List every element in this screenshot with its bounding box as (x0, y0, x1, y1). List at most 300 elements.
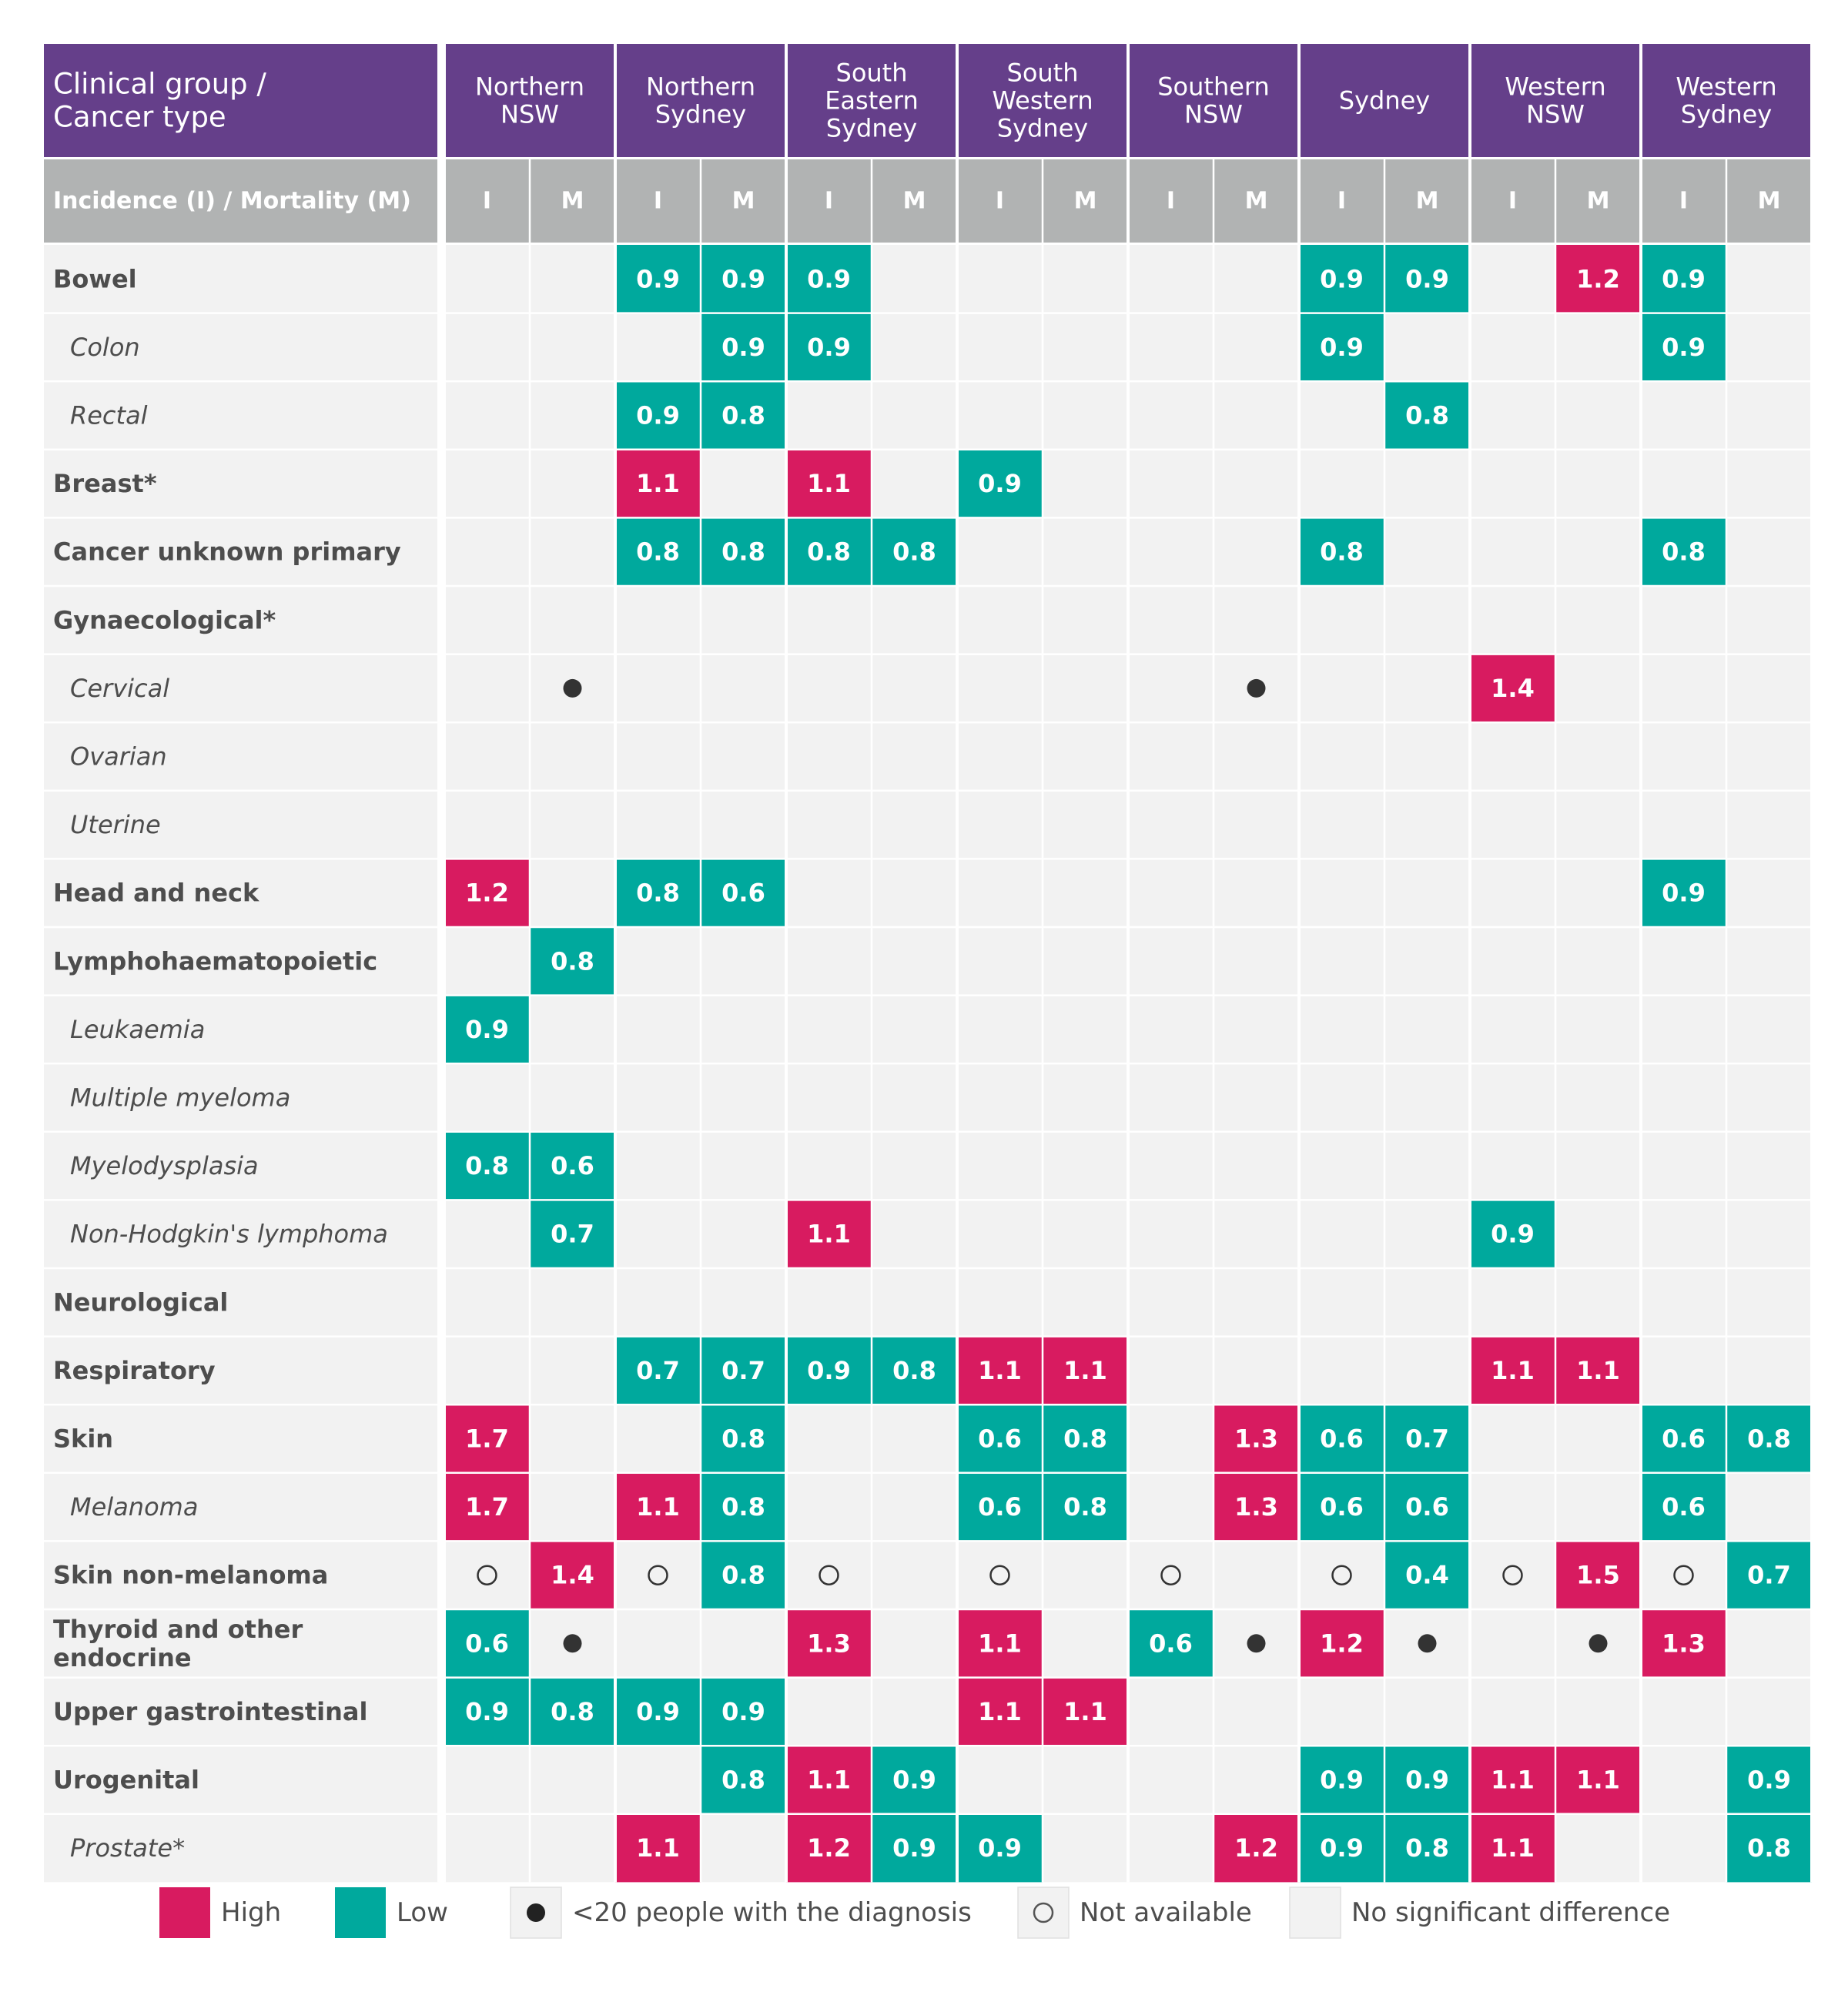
measure-header-label: M (1757, 187, 1781, 215)
cell-value: 0.6 (1149, 1629, 1193, 1659)
data-cell (1641, 654, 1726, 723)
cell-value: 0.8 (1063, 1424, 1107, 1454)
cell-value: 0.8 (1063, 1492, 1107, 1522)
data-cell (1299, 1200, 1384, 1268)
data-cell (530, 1473, 615, 1542)
data-cell (1641, 1541, 1726, 1609)
cell-value: 0.4 (1405, 1560, 1449, 1590)
data-cell (444, 1337, 530, 1405)
data-cell (1726, 1200, 1812, 1268)
data-cell (1641, 1678, 1726, 1746)
row-label: Skin (53, 1424, 114, 1454)
cell-value: 1.1 (636, 1492, 680, 1522)
cell-value: 1.1 (1491, 1355, 1535, 1385)
cell-value: 0.9 (1662, 878, 1706, 908)
cell-value: 1.2 (465, 878, 509, 908)
cell-value: 0.8 (721, 537, 765, 567)
data-cell (1726, 722, 1812, 791)
data-cell (1128, 450, 1214, 518)
data-cell (615, 1746, 701, 1814)
data-cell (530, 1746, 615, 1814)
cell-value: 0.8 (721, 1424, 765, 1454)
data-cell (615, 313, 701, 382)
measure-header-label: M (1244, 187, 1268, 215)
data-cell (1641, 586, 1726, 654)
cell-value: 0.9 (978, 1833, 1022, 1863)
data-cell (1384, 1337, 1470, 1405)
data-cell (786, 1268, 872, 1337)
cell-value: 0.8 (1662, 537, 1706, 567)
data-cell (1726, 245, 1812, 313)
data-cell (701, 1132, 786, 1200)
data-cell (957, 245, 1043, 313)
small-count-dot-icon (1418, 1634, 1437, 1652)
cell-value: 0.9 (1405, 264, 1449, 294)
data-cell (1214, 1200, 1299, 1268)
data-cell (1641, 1063, 1726, 1132)
cell-value: 0.9 (636, 264, 680, 294)
data-cell (1555, 517, 1641, 586)
data-cell (1214, 1268, 1299, 1337)
data-cell (444, 1200, 530, 1268)
cell-value: 0.8 (1747, 1833, 1791, 1863)
data-cell (786, 791, 872, 859)
data-cell (1555, 381, 1641, 450)
data-cell (1726, 517, 1812, 586)
measure-header-label: M (1415, 187, 1439, 215)
cell-value: 1.1 (636, 469, 680, 499)
data-cell (1470, 1063, 1555, 1132)
data-cell (1043, 450, 1128, 518)
data-cell (872, 586, 957, 654)
data-cell (1641, 381, 1726, 450)
region-header-label: Sydney (1338, 85, 1431, 116)
data-cell (1726, 1678, 1812, 1746)
data-cell (1384, 1200, 1470, 1268)
data-cell (1470, 1678, 1555, 1746)
data-cell (615, 1541, 701, 1609)
data-cell (1299, 1132, 1384, 1200)
data-cell (1641, 1200, 1726, 1268)
data-cell (1555, 791, 1641, 859)
data-cell (1555, 996, 1641, 1064)
cell-value: 1.1 (636, 1833, 680, 1863)
data-cell (444, 654, 530, 723)
data-cell (872, 1063, 957, 1132)
data-cell (1384, 722, 1470, 791)
data-cell (530, 1404, 615, 1473)
data-cell (1299, 1063, 1384, 1132)
data-cell (1555, 1473, 1641, 1542)
data-cell (872, 1609, 957, 1678)
data-cell (1470, 996, 1555, 1064)
cell-value: 0.9 (1662, 264, 1706, 294)
data-cell (1641, 927, 1726, 996)
cell-value: 0.8 (636, 537, 680, 567)
cell-value: 0.6 (1662, 1492, 1706, 1522)
data-cell (786, 1132, 872, 1200)
data-cell (1128, 927, 1214, 996)
data-cell (1214, 517, 1299, 586)
data-cell (1384, 1063, 1470, 1132)
data-cell (1384, 586, 1470, 654)
cell-value: 0.8 (636, 878, 680, 908)
data-cell (530, 381, 615, 450)
data-cell (1470, 586, 1555, 654)
data-cell (1043, 586, 1128, 654)
cell-value: 0.9 (807, 1355, 851, 1385)
data-cell (615, 927, 701, 996)
data-cell (444, 586, 530, 654)
data-cell (1726, 450, 1812, 518)
data-cell (1555, 586, 1641, 654)
small-count-dot-icon (564, 679, 582, 698)
data-cell (1555, 1814, 1641, 1883)
cell-value: 0.8 (465, 1151, 509, 1181)
legend-swatch-none (1290, 1887, 1341, 1938)
data-cell (1555, 1268, 1641, 1337)
data-cell (1470, 450, 1555, 518)
legend-swatch-low (335, 1887, 386, 1938)
data-cell (786, 381, 872, 450)
data-cell (615, 654, 701, 723)
data-cell (957, 927, 1043, 996)
cell-value: 0.8 (892, 1355, 936, 1385)
cell-value: 0.9 (636, 1696, 680, 1726)
data-cell (1641, 1268, 1726, 1337)
data-cell (1384, 1132, 1470, 1200)
data-cell (615, 1132, 701, 1200)
data-cell (615, 1268, 701, 1337)
cell-value: 0.9 (721, 332, 765, 362)
data-cell (1128, 1404, 1214, 1473)
data-cell (1299, 654, 1384, 723)
data-cell (1384, 996, 1470, 1064)
data-cell (1043, 1200, 1128, 1268)
cell-value: 0.7 (551, 1219, 594, 1249)
data-cell (444, 313, 530, 382)
data-cell (957, 654, 1043, 723)
data-cell (1128, 381, 1214, 450)
measure-header-label: M (902, 187, 926, 215)
data-cell (615, 1609, 701, 1678)
data-cell (1384, 791, 1470, 859)
data-cell (957, 1132, 1043, 1200)
cell-value: 1.1 (1576, 1765, 1620, 1795)
data-cell (1299, 381, 1384, 450)
cell-value: 1.1 (1491, 1833, 1535, 1863)
data-cell (1299, 996, 1384, 1064)
data-cell (444, 517, 530, 586)
data-cell (1470, 1268, 1555, 1337)
data-cell (786, 1404, 872, 1473)
row-label: Head and neck (53, 878, 259, 908)
row-label: Rectal (70, 400, 148, 430)
data-cell (957, 1200, 1043, 1268)
data-cell (701, 996, 786, 1064)
data-cell (957, 1746, 1043, 1814)
data-cell (1214, 791, 1299, 859)
row-label: Respiratory (53, 1355, 216, 1385)
data-cell (1299, 791, 1384, 859)
data-cell (1299, 1337, 1384, 1405)
data-cell (615, 791, 701, 859)
cell-value: 0.6 (721, 878, 765, 908)
data-cell (615, 1063, 701, 1132)
data-cell (701, 654, 786, 723)
data-cell (1214, 1746, 1299, 1814)
cell-value: 0.9 (721, 1696, 765, 1726)
measure-header-label: I (824, 187, 834, 215)
small-count-dot-icon (564, 1634, 582, 1652)
row-label: Thyroid and other endocrine (53, 1614, 303, 1672)
cell-value: 0.9 (807, 264, 851, 294)
cell-value: 0.7 (721, 1355, 765, 1385)
data-cell (1726, 859, 1812, 927)
region-header-label: South Eastern Sydney (825, 58, 919, 143)
data-cell (530, 313, 615, 382)
data-cell (1128, 859, 1214, 927)
cell-value: 0.6 (978, 1424, 1022, 1454)
cell-value: 0.6 (1405, 1492, 1449, 1522)
region-header-label: Northern Sydney (645, 72, 756, 129)
cell-value: 1.1 (807, 1765, 851, 1795)
row-label: Breast* (53, 469, 157, 499)
region-header-label: Western NSW (1505, 72, 1606, 129)
data-cell (1384, 859, 1470, 927)
small-count-dot-icon (1247, 1634, 1266, 1652)
row-label: Bowel (53, 264, 137, 294)
cell-value: 1.3 (807, 1629, 851, 1659)
data-cell (530, 1268, 615, 1337)
cell-value: 0.7 (636, 1355, 680, 1385)
region-header-label: Southern NSW (1157, 72, 1270, 129)
data-cell (786, 859, 872, 927)
data-cell (1043, 722, 1128, 791)
cell-value: 1.1 (978, 1696, 1022, 1726)
data-cell (1043, 791, 1128, 859)
row-label: Neurological (53, 1287, 229, 1317)
data-cell (1726, 313, 1812, 382)
data-cell (872, 1268, 957, 1337)
data-cell (444, 722, 530, 791)
data-cell (1214, 1063, 1299, 1132)
cell-value: 0.8 (1405, 400, 1449, 430)
data-cell (1214, 586, 1299, 654)
data-cell (872, 654, 957, 723)
row-label: Ovarian (70, 742, 167, 772)
row-label: Myelodysplasia (70, 1151, 259, 1181)
row-label: Colon (70, 332, 140, 362)
data-cell (1470, 381, 1555, 450)
region-header-label: South Western Sydney (992, 58, 1093, 143)
data-cell (1555, 313, 1641, 382)
data-cell (701, 1814, 786, 1883)
cell-value: 1.1 (1063, 1355, 1107, 1385)
data-cell (1043, 1814, 1128, 1883)
legend-label-low: Low (397, 1897, 448, 1928)
data-cell (872, 245, 957, 313)
legend-label-high: High (221, 1897, 282, 1928)
cell-value: 0.8 (807, 537, 851, 567)
cell-value: 1.1 (807, 1219, 851, 1249)
measure-header-label: M (561, 187, 584, 215)
data-cell (1470, 927, 1555, 996)
data-cell (957, 381, 1043, 450)
data-cell (1726, 654, 1812, 723)
cell-value: 0.8 (721, 1560, 765, 1590)
data-cell (1384, 654, 1470, 723)
measure-header-label: I (995, 187, 1005, 215)
data-cell (957, 791, 1043, 859)
data-cell (1128, 1200, 1214, 1268)
data-cell (872, 1200, 957, 1268)
cell-value: 0.9 (1662, 332, 1706, 362)
data-cell (530, 245, 615, 313)
row-label: Leukaemia (70, 1014, 206, 1044)
cell-value: 1.5 (1576, 1560, 1620, 1590)
data-cell (701, 586, 786, 654)
cell-value: 0.9 (465, 1696, 509, 1726)
data-cell (1214, 1337, 1299, 1405)
cell-value: 0.8 (1747, 1424, 1791, 1454)
data-cell (1726, 381, 1812, 450)
data-cell (1043, 245, 1128, 313)
data-cell (701, 1609, 786, 1678)
data-cell (1470, 1132, 1555, 1200)
data-cell (1043, 1063, 1128, 1132)
legend-swatch-na (1018, 1887, 1069, 1938)
data-cell (1384, 1678, 1470, 1746)
cell-value: 1.1 (978, 1355, 1022, 1385)
data-cell (1214, 722, 1299, 791)
data-cell (615, 1200, 701, 1268)
data-cell (1128, 1132, 1214, 1200)
data-cell (701, 1063, 786, 1132)
cell-value: 1.1 (978, 1629, 1022, 1659)
measure-header-label: I (653, 187, 663, 215)
data-cell (786, 722, 872, 791)
data-cell (1214, 450, 1299, 518)
cell-value: 0.6 (1320, 1424, 1364, 1454)
data-cell (1470, 245, 1555, 313)
cell-value: 1.7 (465, 1492, 509, 1522)
data-cell (701, 722, 786, 791)
data-cell (1726, 1132, 1812, 1200)
data-cell (1555, 1678, 1641, 1746)
data-cell (1214, 313, 1299, 382)
data-cell (872, 1541, 957, 1609)
data-cell (1384, 450, 1470, 518)
cell-value: 0.7 (1747, 1560, 1791, 1590)
cell-value: 1.1 (807, 469, 851, 499)
row-label: Gynaecological* (53, 605, 276, 635)
cell-value: 1.2 (807, 1833, 851, 1863)
data-cell (1128, 996, 1214, 1064)
small-count-dot-icon (1247, 679, 1266, 698)
cell-value: 0.6 (551, 1151, 594, 1181)
cell-value: 0.8 (721, 1765, 765, 1795)
data-cell (1641, 450, 1726, 518)
data-cell (872, 381, 957, 450)
cell-value: 1.3 (1234, 1424, 1278, 1454)
data-cell (1641, 1132, 1726, 1200)
data-cell (444, 450, 530, 518)
data-cell (957, 996, 1043, 1064)
cell-value: 0.9 (807, 332, 851, 362)
cell-value: 0.6 (1662, 1424, 1706, 1454)
data-cell (1470, 722, 1555, 791)
data-cell (1555, 1404, 1641, 1473)
data-cell (957, 859, 1043, 927)
cell-value: 0.9 (1405, 1765, 1449, 1795)
data-cell (1470, 1541, 1555, 1609)
data-cell (1726, 927, 1812, 996)
data-cell (1128, 654, 1214, 723)
data-cell (444, 245, 530, 313)
data-cell (786, 586, 872, 654)
subheader-label: Incidence (I) / Mortality (M) (53, 187, 411, 215)
data-cell (1299, 722, 1384, 791)
data-cell (444, 791, 530, 859)
data-cell (1726, 1609, 1812, 1678)
data-cell (1299, 586, 1384, 654)
data-cell (786, 654, 872, 723)
data-cell (530, 996, 615, 1064)
data-cell (872, 313, 957, 382)
data-cell (872, 791, 957, 859)
data-cell (1641, 791, 1726, 859)
data-cell (786, 1063, 872, 1132)
row-label: Urogenital (53, 1765, 199, 1795)
data-cell (1726, 1337, 1812, 1405)
data-cell (1555, 927, 1641, 996)
measure-header-label: I (1508, 187, 1518, 215)
cell-value: 0.9 (892, 1765, 936, 1795)
cell-value: 0.6 (465, 1629, 509, 1659)
cell-value: 0.6 (978, 1492, 1022, 1522)
data-cell (1043, 927, 1128, 996)
data-cell (444, 1746, 530, 1814)
data-cell (701, 791, 786, 859)
measure-header-label: I (482, 187, 492, 215)
data-cell (530, 722, 615, 791)
cell-value: 0.9 (1320, 264, 1364, 294)
data-cell (1555, 722, 1641, 791)
data-cell (872, 450, 957, 518)
data-cell (1214, 859, 1299, 927)
data-cell (872, 722, 957, 791)
data-cell (1299, 927, 1384, 996)
measure-header-label: M (1073, 187, 1097, 215)
data-cell (444, 1063, 530, 1132)
data-cell (1043, 1541, 1128, 1609)
data-cell (701, 1200, 786, 1268)
data-cell (701, 1268, 786, 1337)
data-cell (1128, 1268, 1214, 1337)
legend-dot-icon (527, 1903, 545, 1922)
row-label: Prostate* (70, 1833, 186, 1863)
row-label: Upper gastrointestinal (53, 1696, 368, 1726)
data-cell (530, 791, 615, 859)
cell-value: 0.9 (1320, 1833, 1364, 1863)
legend-swatch-high (159, 1887, 210, 1938)
cell-value: 0.9 (1320, 332, 1364, 362)
legend-label-none: No significant difference (1351, 1897, 1671, 1928)
data-cell (957, 586, 1043, 654)
data-cell (872, 927, 957, 996)
cell-value: 0.9 (978, 469, 1022, 499)
